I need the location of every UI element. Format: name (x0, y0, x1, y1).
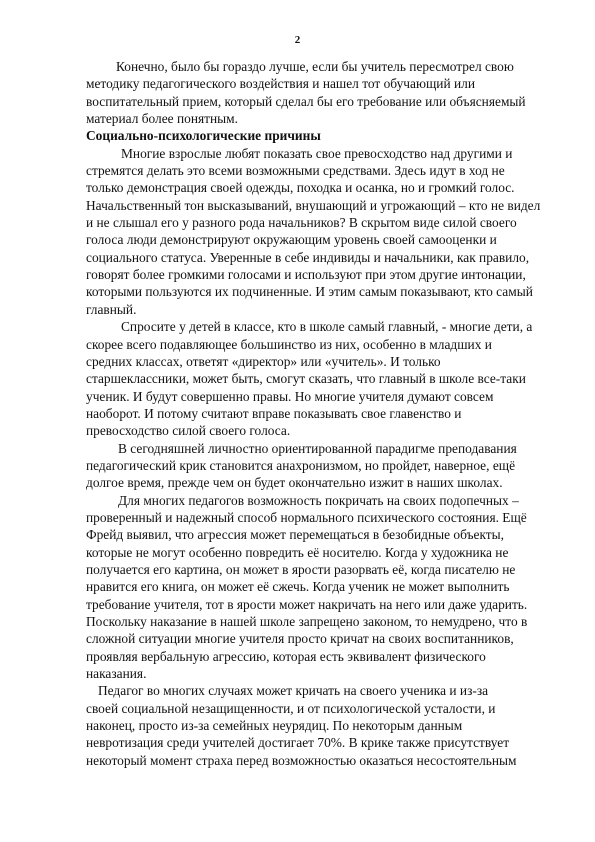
text-line: методику педагогического воздействия и нашел тот обучающий или (86, 76, 475, 92)
text-line: Начальственный тон высказываний, внушающий и угрожающий – кто не видел (86, 197, 541, 213)
text-line: невротизация среди учителей достигает 70%. В крике также присутствует (86, 735, 510, 751)
text-line: В сегодняшней личностно ориентированной парадигме преподавания (118, 440, 517, 456)
text-line: которыми пользуются их подчиненные. И этим самым показывают, кто самый (86, 284, 533, 300)
text-line: превосходство силой своего голоса. (86, 423, 291, 439)
text-line: средних классах, ответят «директор» или «учитель». И только (86, 353, 441, 369)
text-line: скорее всего подавляющее большинство из них, особенно в младших и (86, 336, 492, 352)
text-line: голоса люди демонстрируют окружающим уровень своей самооценки и (86, 232, 497, 248)
text-line: наоборот. И потому считают вправе показывать свое главенство и (86, 405, 462, 421)
text-line: некоторый момент страха перед возможностью оказаться несостоятельным (86, 752, 517, 768)
text-line: главный. (86, 301, 137, 317)
text-line: проверенный и надежный способ нормального психического состояния. Ещё (86, 509, 527, 525)
text-line: Для многих педагогов возможность покричать на своих подопечных – (118, 492, 519, 508)
text-line: Поскольку наказание в нашей школе запрещено законом, то немудрено, что в (86, 614, 528, 629)
text-line: своей социальной незащищенности, и от психологической усталости, и (86, 700, 496, 716)
text-line: наказания. (86, 666, 147, 682)
text-line: долгое время, прежде чем он будет окончательно изжит в наших школах. (86, 475, 503, 491)
text-line: социального статуса. Уверенные в себе индивиды и начальники, как правило, (86, 249, 530, 265)
section-heading: Социально-психологические причины (86, 128, 321, 144)
page-number: 2 (294, 34, 301, 46)
page-body (86, 58, 541, 769)
text-line: Многие взрослые любят показать свое превосходство над другими и (121, 145, 513, 161)
text-line: старшеклассники, может быть, смогут сказать, что главный в школе все-таки (86, 371, 526, 387)
text-line: получается его картина, он может в ярости разорвать её, когда писателю не (86, 561, 516, 577)
text-line: педагогический крик становится анахронизмом, но пройдет, наверное, ещё (86, 457, 516, 473)
text-line: нравится его книга, он может её сжечь. Когда ученик не может выполнить (86, 579, 510, 595)
text-line: требование учителя, тот в ярости может накричать на него или даже ударить. (86, 596, 528, 612)
text-line: стремятся делать это всеми возможными средствами. Здесь идут в ход не (86, 163, 505, 179)
text-line: Фрейд выявил, что агрессия может перемещаться в безобидные объекты, (86, 527, 504, 543)
text-line: Спросите у детей в классе, кто в школе самый главный, - многие дети, а (121, 319, 533, 335)
text-line: Конечно, было бы гораздо лучше, если бы учитель пересмотрел свою (116, 59, 514, 74)
text-line: наконец, просто из-за семейных неурядиц. По некоторым данным (86, 718, 463, 734)
text-line: только демонстрация своей одежды, походка и осанка, но и громкий голос. (86, 180, 515, 196)
text-line: которые не могут особенно повредить её носителю. Когда у художника не (86, 544, 509, 560)
text-line: материал более понятным. (86, 111, 238, 127)
text-line: проявляя вербальную агрессию, которая есть эквивалент физического (86, 648, 486, 664)
text-line: ученик. И будут совершенно правы. Но многие учителя думают совсем (86, 388, 494, 404)
text-line: воспитательный прием, который сделал бы его требование или объясняемый (86, 93, 526, 109)
text-line: сложной ситуации многие учителя просто кричат на своих воспитанников, (86, 631, 514, 647)
text-line: Педагог во многих случаях может кричать на своего ученика и из-за (98, 683, 489, 699)
text-line: говорят более громкими голосами и используют при этом другие интонации, (86, 267, 526, 283)
text-line: и не слышал его у разного рода начальников? В скрытом виде силой своего (86, 215, 517, 231)
